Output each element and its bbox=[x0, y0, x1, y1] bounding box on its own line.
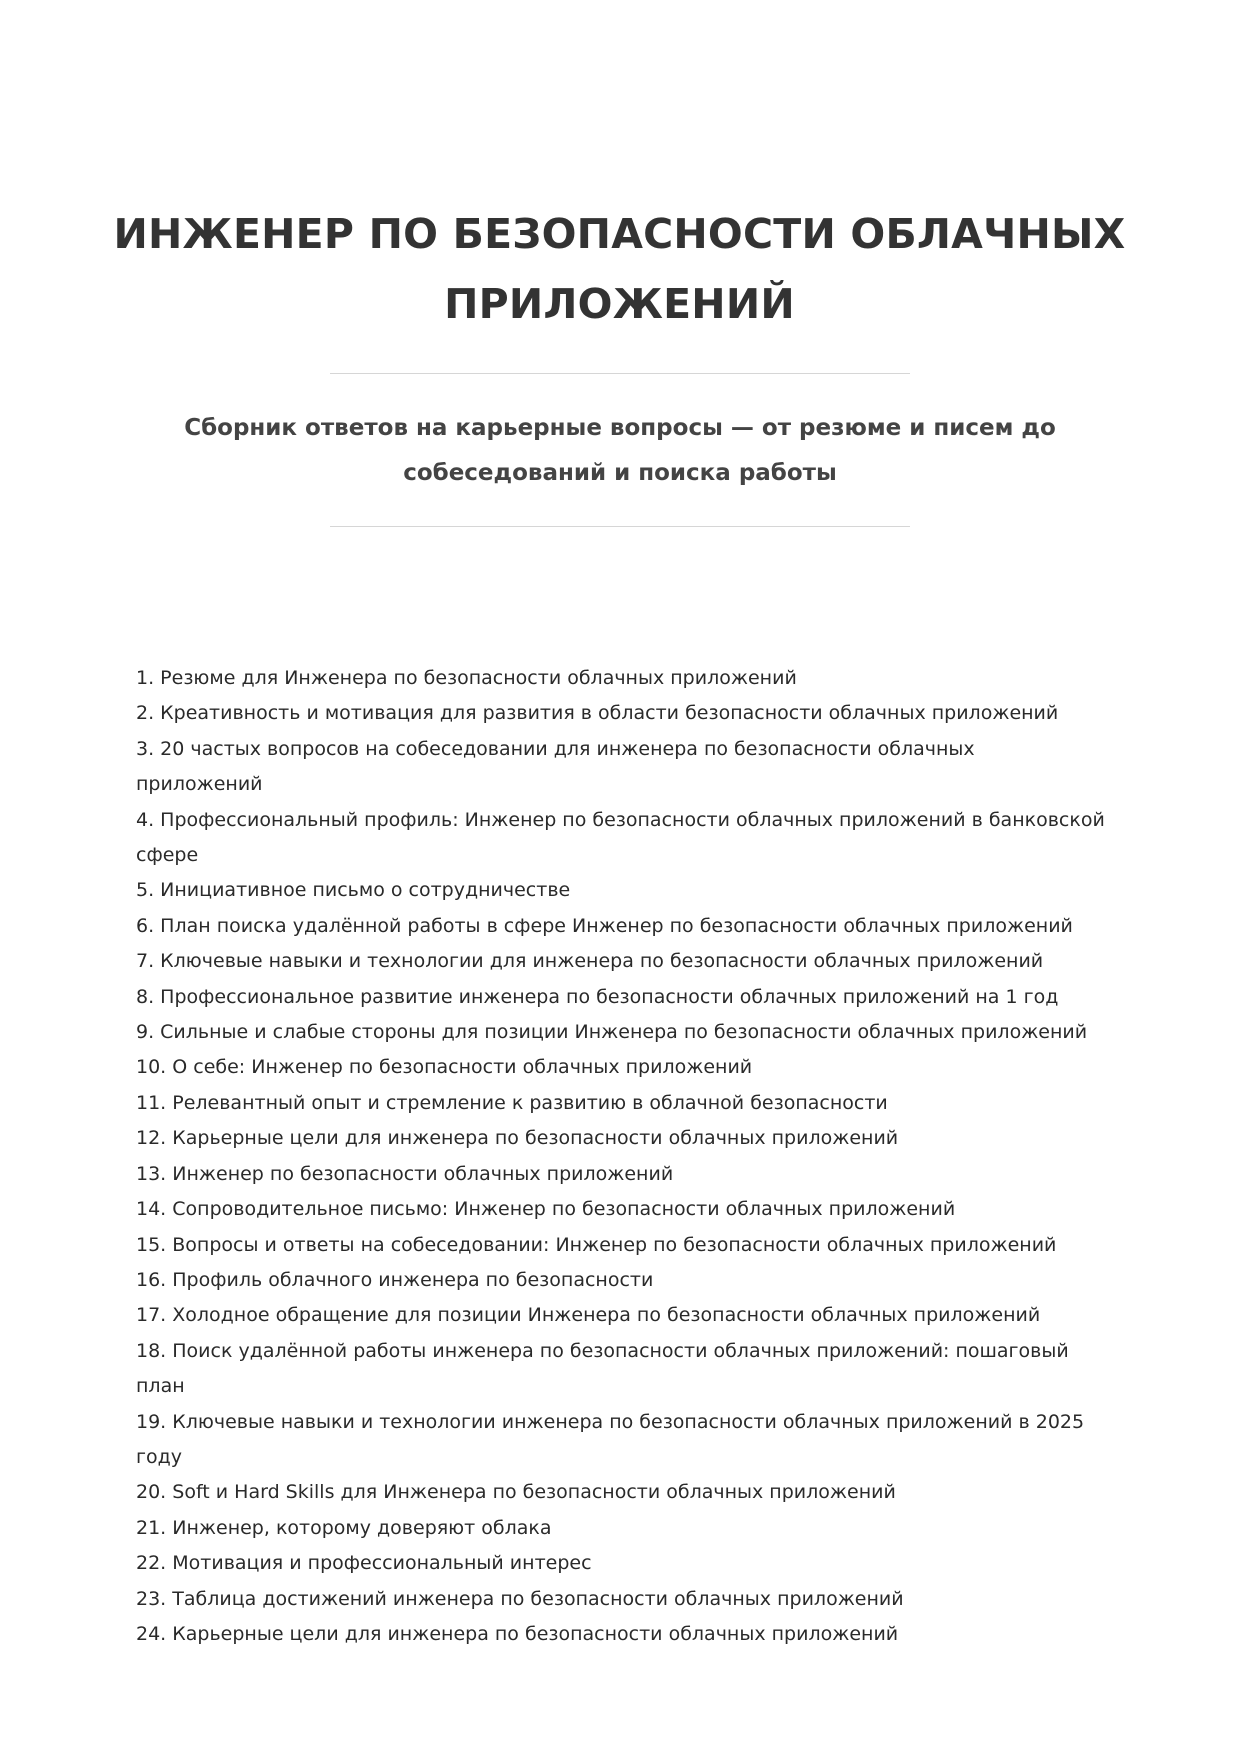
toc-item-1[interactable]: 1. Резюме для Инженера по безопасности облачных приложений bbox=[136, 667, 797, 689]
divider-bottom bbox=[330, 526, 910, 527]
toc-item-16[interactable]: 16. Профиль облачного инженера по безопасности bbox=[136, 1268, 654, 1291]
toc-item-21[interactable]: 21. Инженер, которому доверяют облака bbox=[136, 1516, 552, 1539]
toc-item-7[interactable]: 7. Ключевые навыки и технологии для инженера по безопасности облачных приложений bbox=[136, 950, 1044, 973]
toc-item-23[interactable]: 23. Таблица достижений инженера по безопасности облачных приложений bbox=[136, 1587, 904, 1610]
toc-item-18[interactable]: 18. Поиск удалённой работы инженера по безопасности облачных приложений: пошаговый план bbox=[136, 1339, 1069, 1398]
toc-item-3[interactable]: 3. 20 частых вопросов на собеседовании для инженера по безопасности облачных приложений bbox=[136, 737, 975, 796]
document-title-line-1: ИНЖЕНЕР ПО БЕЗОПАСНОСТИ ОБЛАЧНЫХ bbox=[113, 210, 1126, 259]
toc-item-20[interactable]: 20. Soft и Hard Skills для Инженера по безопасности облачных приложений bbox=[136, 1481, 896, 1504]
toc-item-8[interactable]: 8. Профессиональное развитие инженера по безопасности облачных приложений на 1 год bbox=[136, 985, 1059, 1008]
document-title-line-2: ПРИЛОЖЕНИЙ bbox=[444, 280, 795, 329]
toc-item-17[interactable]: 17. Холодное обращение для позиции Инженера по безопасности облачных приложений bbox=[136, 1304, 1041, 1327]
toc-item-5[interactable]: 5. Инициативное письмо о сотрудничестве bbox=[136, 879, 571, 902]
divider-top bbox=[330, 373, 910, 374]
document-subtitle bbox=[160, 406, 1080, 496]
toc-item-19[interactable]: 19. Ключевые навыки и технологии инженера по безопасности облачных приложений в 2025 году bbox=[136, 1410, 1085, 1468]
toc-item-12[interactable]: 12. Карьерные цели для инженера по безопасности облачных приложений bbox=[136, 1127, 899, 1150]
toc-item-2[interactable]: 2. Креативность и мотивация для развития в области безопасности облачных приложений bbox=[136, 702, 1059, 725]
toc-item-11[interactable]: 11. Релевантный опыт и стремление к развитию в облачной безопасности bbox=[136, 1091, 888, 1114]
toc-item-6[interactable]: 6. План поиска удалённой работы в сфере Инженер по безопасности облачных приложений bbox=[136, 914, 1073, 937]
toc-item-14[interactable]: 14. Сопроводительное письмо: Инженер по безопасности облачных приложений bbox=[136, 1198, 956, 1221]
table-of-contents bbox=[136, 661, 1106, 1652]
toc-item-24[interactable]: 24. Карьерные цели для инженера по безопасности облачных приложений bbox=[136, 1622, 899, 1645]
document-subtitle-line-1: Сборник ответов на карьерные вопросы — от резюме и писем до bbox=[184, 415, 1056, 441]
toc-item-22[interactable]: 22. Мотивация и профессиональный интерес bbox=[136, 1552, 592, 1575]
toc-item-9[interactable]: 9. Сильные и слабые стороны для позиции Инженера по безопасности облачных приложений bbox=[136, 1021, 1088, 1044]
toc-item-15[interactable]: 15. Вопросы и ответы на собеседовании: Инженер по безопасности облачных приложений bbox=[136, 1233, 1057, 1256]
toc-item-10[interactable]: 10. О себе: Инженер по безопасности облачных приложений bbox=[136, 1056, 753, 1079]
document-subtitle-line-2: собеседований и поиска работы bbox=[403, 460, 837, 486]
toc-item-13[interactable]: 13. Инженер по безопасности облачных приложений bbox=[136, 1162, 674, 1185]
document-title bbox=[0, 199, 1239, 339]
toc-item-4[interactable]: 4. Профессиональный профиль: Инженер по безопасности облачных приложений в банковской сфере bbox=[136, 808, 1105, 867]
